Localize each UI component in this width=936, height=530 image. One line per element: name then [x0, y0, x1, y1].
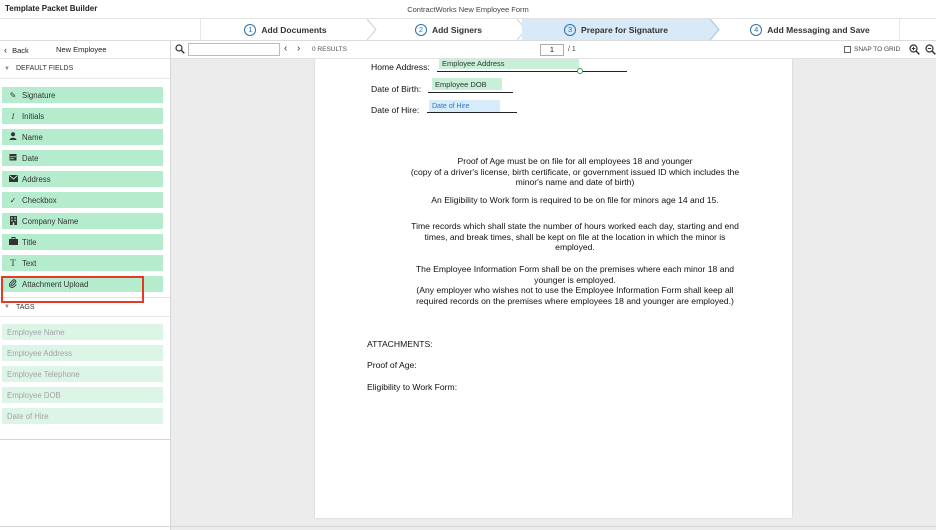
field-company-name[interactable]: Company Name — [2, 213, 163, 229]
step-active-arrow-icon — [710, 19, 720, 40]
step-label: Add Documents — [261, 24, 327, 35]
tag-employee-address[interactable]: Employee Address — [2, 345, 163, 361]
check-icon: ✓ — [9, 195, 17, 205]
field-address[interactable]: Address — [2, 171, 163, 187]
step-prepare-for-signature[interactable] — [522, 19, 710, 40]
steps-bar — [0, 19, 936, 41]
field-signature[interactable]: ✎ Signature — [2, 87, 163, 103]
title-bar — [0, 0, 936, 19]
building-icon — [7, 216, 19, 227]
date-of-hire-label: Date of Hire: — [371, 105, 420, 115]
search-icon[interactable] — [175, 44, 185, 54]
step-number: 2 — [415, 24, 427, 36]
date-of-birth-line — [428, 92, 513, 93]
text-icon: T — [10, 258, 16, 268]
tag-employee-dob[interactable]: Employee DOB — [2, 387, 163, 403]
eligibility-form-label: Eligibility to Work Form: — [367, 382, 458, 392]
tags-list — [0, 317, 170, 424]
step-number: 3 — [564, 24, 576, 36]
step-add-signers[interactable] — [377, 19, 520, 40]
proof-of-age-label: Proof of Age: — [367, 360, 417, 370]
packet-name: New Employee — [56, 45, 107, 54]
field-name[interactable]: Name — [2, 129, 163, 145]
step-add-messaging-and-save[interactable] — [720, 19, 900, 40]
field-date[interactable]: Date — [2, 150, 163, 166]
sidebar-divider — [0, 439, 170, 440]
placed-tag-date-of-hire[interactable]: Date of Hire — [429, 100, 500, 112]
time-records-paragraph: Time records which shall state the number of hours worked each day, starting and end times, and break times, shall be kept on file at the location in which the minor is employed. — [411, 221, 739, 252]
text-cursor-icon: I — [11, 111, 15, 121]
tag-employee-telephone[interactable]: Employee Telephone — [2, 366, 163, 382]
person-icon — [7, 132, 19, 142]
back-button[interactable]: ‹ Back — [4, 45, 29, 55]
sidebar — [0, 41, 171, 530]
paperclip-icon — [7, 279, 19, 290]
page-number-input[interactable] — [540, 44, 564, 56]
step-add-documents[interactable] — [200, 19, 370, 40]
zoom-in-icon[interactable] — [909, 44, 920, 55]
zoom-out-icon[interactable] — [925, 44, 936, 55]
proof-of-age-paragraph: Proof of Age must be on file for all employees 18 and younger (copy of a driver's license, birth certificate, or government issued ID which includes the minor's name and date of birth) — [410, 156, 740, 187]
eligibility-paragraph: An Eligibility to Work form is required to be on file for minors age 14 and 15. — [431, 195, 719, 205]
calendar-icon — [7, 153, 19, 163]
home-address-line — [437, 71, 627, 72]
snap-to-grid-label: SNAP TO GRID — [854, 46, 901, 53]
prev-result-icon[interactable]: ‹ — [284, 43, 288, 54]
snap-to-grid-checkbox[interactable] — [844, 46, 851, 53]
employee-information-paragraph: The Employee Information Form shall be on the premises where each minor 18 and younger is employed. (Any employer who wishes not to use the Employee Information Form shall keep all required records on the premises where employees 18 and younger are employed.) — [415, 264, 735, 306]
field-text[interactable]: T Text — [2, 255, 163, 271]
tag-employee-name[interactable]: Employee Name — [2, 324, 163, 340]
date-of-hire-line — [427, 112, 517, 113]
sidebar-header — [0, 41, 170, 59]
step-label: Add Signers — [431, 24, 483, 35]
step-label: Prepare for Signature — [581, 24, 668, 35]
field-initials[interactable]: I Initials — [2, 108, 163, 124]
default-fields-list — [0, 79, 170, 292]
date-of-birth-label: Date of Birth: — [371, 84, 422, 94]
tags-heading: TAGS — [15, 303, 35, 311]
briefcase-icon — [7, 237, 19, 247]
page-total: / 1 — [568, 46, 576, 53]
step-label: Add Messaging and Save — [767, 24, 870, 35]
collapse-triangle-icon: ▼ — [4, 304, 10, 310]
collapse-triangle-icon: ▼ — [4, 65, 10, 72]
app-title: Template Packet Builder — [5, 4, 98, 13]
home-address-label: Home Address: — [371, 62, 430, 72]
field-attachment-upload[interactable]: Attachment Upload — [2, 276, 163, 292]
step-separator-icon — [367, 19, 377, 40]
tags-header[interactable] — [0, 297, 170, 317]
resize-handle-icon[interactable] — [577, 68, 583, 74]
next-result-icon[interactable]: › — [297, 43, 301, 54]
default-fields-header[interactable] — [0, 59, 170, 79]
document-toolbar — [171, 41, 936, 59]
document-page — [315, 59, 792, 518]
attachments-heading: ATTACHMENTS: — [367, 339, 433, 349]
step-number: 1 — [244, 24, 256, 36]
placed-tag-employee-address[interactable]: Employee Address — [439, 59, 579, 69]
field-checkbox[interactable]: ✓ Checkbox — [2, 192, 163, 208]
search-input[interactable] — [188, 43, 280, 56]
search-results-count: 0 RESULTS — [312, 46, 347, 53]
field-title[interactable]: Title — [2, 234, 163, 250]
placed-tag-employee-dob[interactable]: Employee DOB — [432, 78, 502, 90]
pen-icon: ✎ — [9, 90, 17, 100]
document-title: ContractWorks New Employee Form — [407, 5, 529, 14]
document-canvas — [171, 59, 936, 530]
chevron-left-icon: ‹ — [4, 45, 7, 55]
steps-end-divider — [899, 19, 900, 40]
tag-date-of-hire[interactable]: Date of Hire — [2, 408, 163, 424]
step-number: 4 — [750, 24, 762, 36]
default-fields-heading: DEFAULT FIELDS — [15, 65, 74, 72]
envelope-icon — [7, 175, 19, 184]
bottom-border — [0, 526, 936, 527]
